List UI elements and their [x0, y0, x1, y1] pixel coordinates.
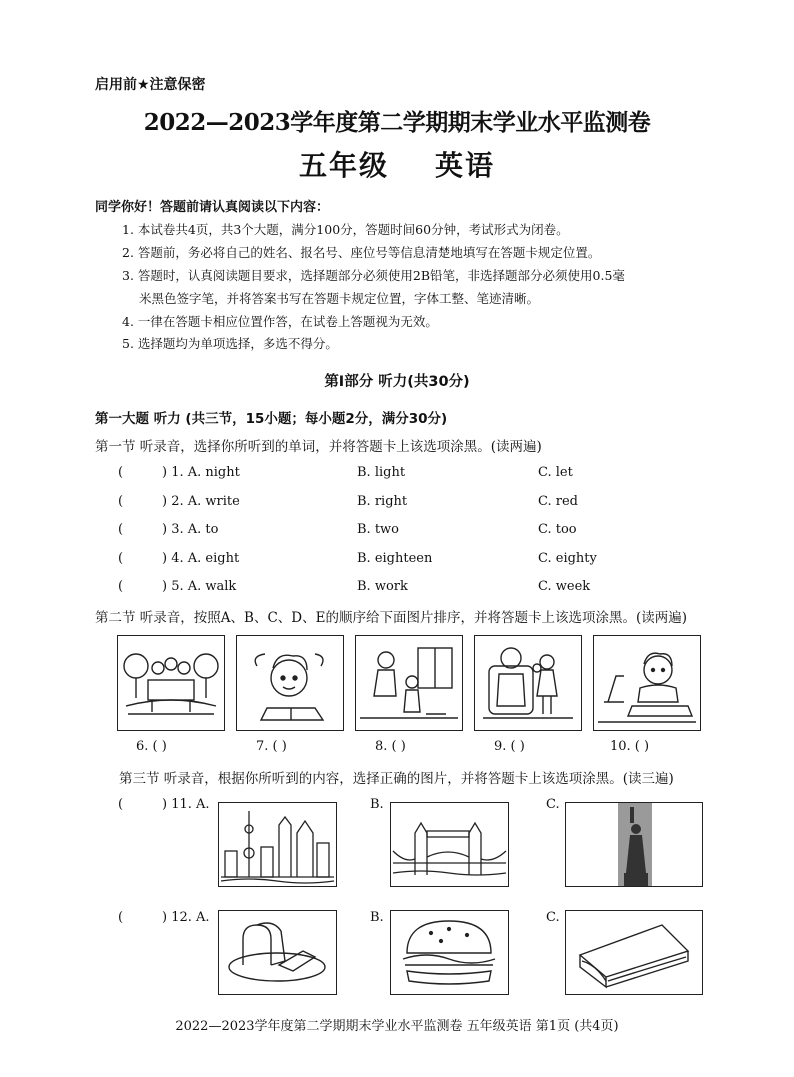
label-10[interactable]: 10. ( ): [610, 739, 650, 754]
confidential-label: 启用前★注意保密: [95, 77, 206, 93]
option-a: ) 5. A. walk: [162, 579, 237, 594]
grade-label: 五年级: [298, 149, 389, 182]
label-7[interactable]: 7. ( ): [256, 739, 287, 754]
option-a-label: ) 11. A.: [162, 797, 210, 812]
section-big-title: 第一大题 听力 (共三节，15小题；每小题2分，满分30分): [95, 411, 448, 427]
notice-item-1: 1. 本试卷共4页，共3个大题，满分100分，答题时间60分钟，考试形式为闭卷。: [122, 222, 569, 237]
option-b: B. right: [357, 494, 408, 509]
picture-11c-statue-of-liberty: [565, 802, 703, 887]
notice-heading: 同学你好！答题前请认真阅读以下内容：: [95, 200, 330, 215]
picture-12c-sandwich: [565, 910, 703, 995]
notice-item-4: 4. 一律在答题卡相应位置作答，在试卷上答题视为无效。: [122, 314, 438, 329]
notice-item-3-cont: 米黑色签字笔，并将答案书写在答题卡规定位置，字体工整、笔迹清晰。: [139, 291, 540, 306]
section3-title: 第三节 听录音，根据你所听到的内容，选择正确的图片，并将答题卡上该选项涂黑。(读三遍): [119, 771, 674, 787]
option-a: ) 3. A. to: [162, 522, 219, 537]
picture-12a-bread: [218, 910, 337, 995]
option-c-label: C.: [546, 910, 560, 925]
notice-item-2: 2. 答题前，务必将自己的姓名、报名号、座位号等信息清楚地填写在答题卡规定位置。: [122, 245, 601, 260]
answer-paren[interactable]: (: [118, 797, 124, 812]
page-footer: 2022—2023学年度第二学期期末学业水平监测卷 五年级英语 第1页 (共4页): [175, 1019, 619, 1034]
option-b: B. eighteen: [357, 551, 433, 566]
exam-title: 2022—2023学年度第二学期期末学业水平监测卷: [143, 109, 651, 136]
picture-12b-hamburger: [390, 910, 509, 995]
option-b-label: B.: [370, 910, 384, 925]
label-9[interactable]: 9. ( ): [494, 739, 525, 754]
answer-paren[interactable]: (: [118, 465, 124, 480]
option-b-label: B.: [370, 797, 384, 812]
notice-item-3: 3. 答题时，认真阅读题目要求，选择题部分必须使用2B铅笔，非选择题部分必须使用0.5毫: [122, 268, 625, 283]
picture-6-people-party: [117, 635, 225, 731]
section2-title: 第二节 听录音，按照A、B、C、D、E的顺序给下面图片排序，并将答题卡上该选项涂黑。(读两遍): [95, 610, 688, 626]
option-a: ) 4. A. eight: [162, 551, 240, 566]
option-b: B. two: [357, 522, 399, 537]
option-c: C. too: [538, 522, 577, 537]
notice-item-5: 5. 选择题均为单项选择，多选不得分。: [122, 336, 338, 351]
label-6[interactable]: 6. ( ): [136, 739, 167, 754]
picture-10-boy-homework: [593, 635, 701, 731]
option-a-label: ) 12. A.: [162, 910, 210, 925]
answer-paren[interactable]: (: [118, 579, 124, 594]
part-title: 第Ⅰ部分 听力(共30分): [324, 374, 470, 390]
picture-9-grandma-girl: [474, 635, 582, 731]
section1-title: 第一节 听录音，选择你所听到的单词，并将答题卡上该选项涂黑。(读两遍): [95, 439, 542, 455]
picture-11a-city-skyline: [218, 802, 337, 887]
option-b: B. light: [357, 465, 406, 480]
option-c-label: C.: [546, 797, 560, 812]
option-a: ) 2. A. write: [162, 494, 240, 509]
label-8[interactable]: 8. ( ): [375, 739, 406, 754]
picture-11b-tower-bridge: [390, 802, 509, 887]
answer-paren[interactable]: (: [118, 910, 124, 925]
option-c: C. let: [538, 465, 573, 480]
answer-paren[interactable]: (: [118, 551, 124, 566]
answer-paren[interactable]: (: [118, 494, 124, 509]
option-a: ) 1. A. night: [162, 465, 240, 480]
option-c: C. eighty: [538, 551, 597, 566]
option-c: C. week: [538, 579, 591, 594]
picture-8-family-room: [355, 635, 463, 731]
picture-7-child-reading: [236, 635, 344, 731]
subject-label: 英语: [435, 149, 496, 182]
option-b: B. work: [357, 579, 408, 594]
grade-subject: [0, 144, 794, 184]
answer-paren[interactable]: (: [118, 522, 124, 537]
option-c: C. red: [538, 494, 578, 509]
